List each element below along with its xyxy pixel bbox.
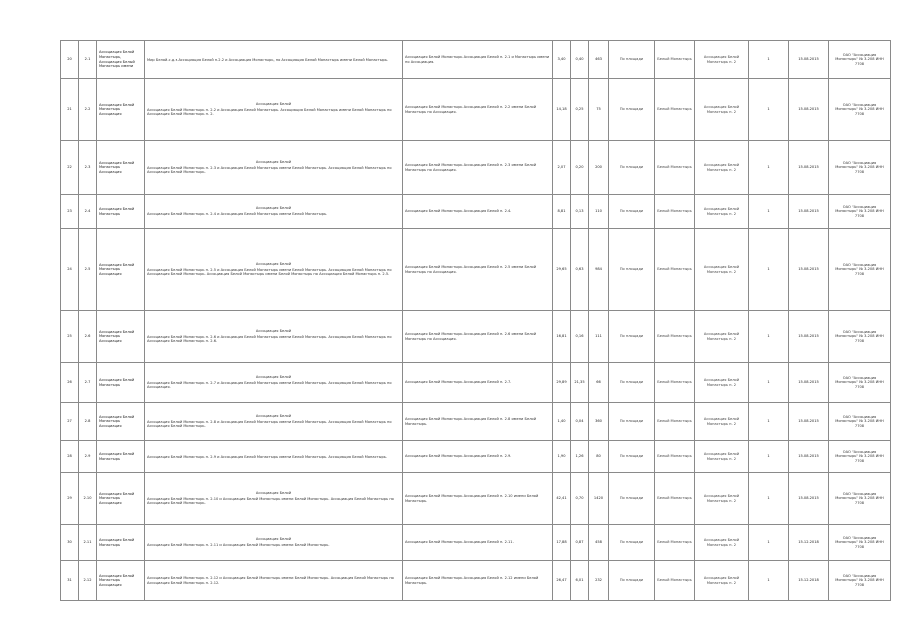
row-date: 15.08.2015 (789, 141, 829, 195)
row-quantity: 984 (589, 229, 609, 311)
row-description-text: Ассоциация Белой Монастырь п. 2.8 и Ассоциация Белой Монастырь имени Белой Монастырь. Ассоциация Белой Монастырь по Ассоциация Белой Монастырь. (147, 419, 392, 429)
table-row (61, 403, 891, 441)
row-source: Ассоциация Белой Монастырь Ассоциация Белой п. 2.5 имени Белой Монастырь по Ассоциация. (403, 229, 553, 311)
row-date: 15.08.2015 (789, 41, 829, 79)
row-value-1: 29,65 (553, 229, 571, 311)
row-type: Ассоциация Белой Монастырь п. 2 (695, 561, 749, 601)
row-value-1: 3,40 (553, 41, 571, 79)
row-quantity: 66 (589, 363, 609, 403)
row-count: 1 (749, 561, 789, 601)
row-unit: Белый Монастырь (655, 79, 695, 141)
row-name: Ассоциация Белой Монастырь Ассоциация (97, 141, 145, 195)
row-description (145, 41, 403, 79)
row-number: 30 (61, 525, 79, 561)
row-value-1: 1,40 (553, 403, 571, 441)
row-material: По площади (609, 79, 655, 141)
row-date: 15.08.2015 (789, 441, 829, 473)
registry-table (60, 40, 891, 601)
row-quantity: 360 (589, 403, 609, 441)
row-number: 24 (61, 229, 79, 311)
row-value-2: 0,25 (571, 79, 589, 141)
row-number: 26 (61, 363, 79, 403)
row-description-header: Ассоциация Белой (255, 491, 292, 496)
row-description (145, 79, 403, 141)
row-unit: Белый Монастырь (655, 141, 695, 195)
row-count: 1 (749, 403, 789, 441)
row-unit: Белый Монастырь (655, 525, 695, 561)
row-document: ОАО "Ассоциация Монастырь" № 3-208 ИНН 7708 (829, 141, 891, 195)
row-unit: Белый Монастырь (655, 311, 695, 363)
row-material: По площади (609, 229, 655, 311)
row-value-2: 0,70 (571, 473, 589, 525)
row-date: 15.08.2015 (789, 229, 829, 311)
row-value-2: 0,40 (571, 41, 589, 79)
row-value-1: 14,18 (553, 79, 571, 141)
row-type: Ассоциация Белой Монастырь п. 2 (695, 141, 749, 195)
row-material: По площади (609, 195, 655, 229)
row-source: Ассоциация Белой Монастырь Ассоциация Белой п. 2.11. (403, 525, 553, 561)
row-code: 2.4 (79, 195, 97, 229)
row-quantity: 111 (589, 311, 609, 363)
row-unit: Белый Монастырь (655, 229, 695, 311)
row-name: Ассоциация Белой Монастырь Ассоциация (97, 229, 145, 311)
row-description (145, 473, 403, 525)
table-row (61, 363, 891, 403)
row-date: 15.08.2015 (789, 403, 829, 441)
row-source: Ассоциация Белой Монастырь Ассоциация Белой п. 2.4. (403, 195, 553, 229)
row-date: 15.08.2015 (789, 79, 829, 141)
row-value-1: 2,07 (553, 141, 571, 195)
table-row (61, 525, 891, 561)
row-source: Ассоциация Белой Монастырь Ассоциация Белой п. 2.10 имени Белой Монастырь. (403, 473, 553, 525)
document-page (60, 40, 890, 600)
row-document: ОАО "Ассоциация Монастырь" № 3-208 ИНН 7708 (829, 525, 891, 561)
row-name: Ассоциация Белой Монастырь (97, 195, 145, 229)
row-value-1: 17,88 (553, 525, 571, 561)
row-number: 23 (61, 195, 79, 229)
row-type: Ассоциация Белой Монастырь п. 2 (695, 403, 749, 441)
row-count: 1 (749, 79, 789, 141)
row-source: Ассоциация Белой Монастырь Ассоциация Белой п. 2.1 и Монастырь имени по Ассоциация. (403, 41, 553, 79)
row-description-text: Ассоциация Белой Монастырь п. 2.5 и Ассоциация Белой Монастырь имени Белой Монастырь. Ассоциация Белой Монастырь по Ассоциация Белой Монастырь. Ассоциация Белой Монастырь имени Белой Монастырь по Ассоциация Белой Монастырь п. 2.5. (147, 267, 392, 277)
row-code: 2.6 (79, 311, 97, 363)
row-unit: Белый Монастырь (655, 441, 695, 473)
row-unit: Белый Монастырь (655, 403, 695, 441)
row-name: Ассоциация Белой Монастырь Ассоциация (97, 473, 145, 525)
row-quantity: 200 (589, 141, 609, 195)
row-description-text: Ассоциация Белой Монастырь п. 2.4 и Ассоциация Белой Монастырь имени Белой Монастырь. (147, 212, 328, 216)
row-document: ОАО "Ассоциация Монастырь" № 3-208 ИНН 7708 (829, 229, 891, 311)
row-quantity: 458 (589, 525, 609, 561)
row-unit: Белый Монастырь (655, 363, 695, 403)
row-description-header: Ассоциация Белой (255, 206, 292, 211)
row-value-2: 0,87 (571, 525, 589, 561)
row-quantity: 80 (589, 441, 609, 473)
row-count: 1 (749, 41, 789, 79)
row-name: Ассоциация Белой Монастырь (97, 441, 145, 473)
row-description-header: Ассоциация Белой (255, 375, 292, 380)
row-count: 1 (749, 141, 789, 195)
row-material: По площади (609, 473, 655, 525)
row-type: Ассоциация Белой Монастырь п. 2 (695, 229, 749, 311)
row-code: 2.8 (79, 403, 97, 441)
row-document: ОАО "Ассоциация Монастырь" № 3-208 ИНН 7708 (829, 473, 891, 525)
table-row (61, 561, 891, 601)
row-number: 28 (61, 441, 79, 473)
row-date: 15.12.2018 (789, 561, 829, 601)
row-source: Ассоциация Белой Монастырь Ассоциация Белой п. 2.9. (403, 441, 553, 473)
row-unit: Белый Монастырь (655, 195, 695, 229)
row-type: Ассоциация Белой Монастырь п. 2 (695, 41, 749, 79)
row-code: 2.11 (79, 525, 97, 561)
row-unit: Белый Монастырь (655, 473, 695, 525)
row-description-text: Мир Белой-с.д.з.Ассоциация Белой п.2.2 и Ассоциация Монастырь, по Ассоциация Белой Монастырь имени Белой Монастырь. (147, 57, 389, 62)
row-count: 1 (749, 473, 789, 525)
row-type: Ассоциация Белой Монастырь п. 2 (695, 79, 749, 141)
table-row (61, 195, 891, 229)
row-description-text: Ассоциация Белой Монастырь п. 2.9 и Ассоциация Белой Монастырь имени Белой Монастырь. Ассоциация Белой Монастырь. (147, 454, 388, 459)
row-date: 15.12.2018 (789, 525, 829, 561)
row-quantity: 110 (589, 195, 609, 229)
row-material: По площади (609, 403, 655, 441)
row-type: Ассоциация Белой Монастырь п. 2 (695, 525, 749, 561)
row-source: Ассоциация Белой Монастырь Ассоциация Белой п. 2.6 имени Белой Монастырь по Ассоциация. (403, 311, 553, 363)
row-description (145, 403, 403, 441)
row-value-2: 6,01 (571, 561, 589, 601)
row-value-1: 29,89 (553, 363, 571, 403)
row-description (145, 441, 403, 473)
row-description (145, 195, 403, 229)
row-value-2: 0,20 (571, 141, 589, 195)
table-row (61, 229, 891, 311)
row-name: Ассоциация Белой Монастырь, Ассоциация Белый Монастырь имени (97, 41, 145, 79)
row-code: 2.7 (79, 363, 97, 403)
row-material: По площади (609, 311, 655, 363)
row-code: 2.9 (79, 441, 97, 473)
row-description-header: Ассоциация Белой (255, 537, 292, 542)
row-material: По площади (609, 41, 655, 79)
row-material: По площади (609, 561, 655, 601)
row-type: Ассоциация Белой Монастырь п. 2 (695, 195, 749, 229)
row-name: Ассоциация Белой Монастырь Ассоциация (97, 561, 145, 601)
row-date: 15.08.2015 (789, 195, 829, 229)
row-description-header: Ассоциация Белой (255, 102, 292, 107)
row-description-text: Ассоциация Белой Монастырь п. 2.11 и Ассоциация Белой Монастырь имени Белой Монастырь. (147, 543, 330, 547)
row-quantity: 1420 (589, 473, 609, 525)
row-count: 1 (749, 441, 789, 473)
row-material: По площади (609, 141, 655, 195)
row-source: Ассоциация Белой Монастырь Ассоциация Белой п. 2.2 имени Белой Монастырь по Ассоциация. (403, 79, 553, 141)
row-count: 1 (749, 229, 789, 311)
row-material: По площади (609, 441, 655, 473)
row-source: Ассоциация Белой Монастырь Ассоциация Белой п. 2.12 имени Белой Монастырь. (403, 561, 553, 601)
row-quantity: 75 (589, 79, 609, 141)
row-unit: Белый Монастырь (655, 41, 695, 79)
table-row (61, 311, 891, 363)
row-document: ОАО "Ассоциация Монастырь" № 3-208 ИНН 7708 (829, 79, 891, 141)
row-document: ОАО "Ассоциация Монастырь" № 3-208 ИНН 7708 (829, 561, 891, 601)
row-type: Ассоциация Белой Монастырь п. 2 (695, 363, 749, 403)
row-source: Ассоциация Белой Монастырь Ассоциация Белой п. 2.3 имени Белой Монастырь по Ассоциация. (403, 141, 553, 195)
row-description (145, 363, 403, 403)
table-row (61, 441, 891, 473)
row-description (145, 141, 403, 195)
row-document: ОАО "Ассоциация Монастырь" № 3-208 ИНН 7708 (829, 441, 891, 473)
row-document: ОАО "Ассоциация Монастырь" № 3-208 ИНН 7708 (829, 41, 891, 79)
row-value-2: 0,13 (571, 195, 589, 229)
row-count: 1 (749, 195, 789, 229)
row-description-text: Ассоциация Белой Монастырь п. 2.3 и Ассоциация Белой Монастырь имени Белой Монастырь. Ассоциация Белой Монастырь по Ассоциация Белой Монастырь. (147, 165, 392, 175)
row-code: 2.12 (79, 561, 97, 601)
row-description-text: Ассоциация Белой Монастырь п. 2.12 и Ассоциация Белой Монастырь имени Белой Монастырь. Ассоциация Белой Монастырь по Ассоциация Белой Монастырь п. 2.12. (147, 576, 394, 585)
table-row (61, 79, 891, 141)
row-document: ОАО "Ассоциация Монастырь" № 3-208 ИНН 7708 (829, 403, 891, 441)
row-number: 20 (61, 41, 79, 79)
row-value-1: 8,81 (553, 195, 571, 229)
row-date: 15.08.2015 (789, 473, 829, 525)
row-type: Ассоциация Белой Монастырь п. 2 (695, 473, 749, 525)
row-description (145, 561, 403, 601)
row-number: 22 (61, 141, 79, 195)
row-code: 2.1 (79, 41, 97, 79)
row-number: 21 (61, 79, 79, 141)
row-value-1: 1,90 (553, 441, 571, 473)
row-description (145, 311, 403, 363)
row-name: Ассоциация Белой Монастырь Ассоциация (97, 79, 145, 141)
table-body (61, 41, 891, 601)
row-unit: Белый Монастырь (655, 561, 695, 601)
row-type: Ассоциация Белой Монастырь п. 2 (695, 311, 749, 363)
row-description-text: Ассоциация Белой Монастырь п. 2.7 и Ассоциация Белой Монастырь имени Белой Монастырь. Ассоциация Белой Монастырь по Ассоциация. (147, 380, 392, 390)
row-code: 2.2 (79, 79, 97, 141)
row-material: По площади (609, 525, 655, 561)
row-count: 1 (749, 363, 789, 403)
row-description-header: Ассоциация Белой (255, 414, 292, 419)
row-value-1: 16,81 (553, 311, 571, 363)
row-number: 27 (61, 403, 79, 441)
row-code: 2.5 (79, 229, 97, 311)
row-date: 15.08.2015 (789, 311, 829, 363)
row-document: ОАО "Ассоциация Монастырь" № 3-208 ИНН 7708 (829, 363, 891, 403)
row-code: 2.10 (79, 473, 97, 525)
row-source: Ассоциация Белой Монастырь Ассоциация Белой п. 2.7. (403, 363, 553, 403)
row-number: 29 (61, 473, 79, 525)
row-value-1: 42,41 (553, 473, 571, 525)
row-name: Ассоциация Белой Монастырь (97, 525, 145, 561)
row-value-2: 21,35 (571, 363, 589, 403)
row-value-2: 1,26 (571, 441, 589, 473)
row-value-2: 0,16 (571, 311, 589, 363)
row-quantity: 463 (589, 41, 609, 79)
table-row (61, 473, 891, 525)
row-name: Ассоциация Белой Монастырь Ассоциация (97, 311, 145, 363)
row-name: Ассоциация Белой Монастырь Ассоциация (97, 403, 145, 441)
row-description-header: Ассоциация Белой (255, 329, 292, 334)
row-number: 31 (61, 561, 79, 601)
row-count: 1 (749, 311, 789, 363)
row-type: Ассоциация Белой Монастырь п. 2 (695, 441, 749, 473)
table-row (61, 141, 891, 195)
row-description-text: Ассоциация Белой Монастырь п. 2.2 и Ассоциация Белой Монастырь. Ассоциация Белой Монастырь имени Белой Монастырь по Ассоциация Белой Монастырь п. 2. (147, 107, 392, 117)
row-code: 2.3 (79, 141, 97, 195)
row-name: Ассоциация Белой Монастырь (97, 363, 145, 403)
row-description-text: Ассоциация Белой Монастырь п. 2.6 и Ассоциация Белой Монастырь имени Белой Монастырь. Ассоциация Белой Монастырь по Ассоциация Белой Монастырь п. 2.6. (147, 334, 392, 344)
row-description-header: Ассоциация Белой (255, 262, 292, 267)
row-count: 1 (749, 525, 789, 561)
row-document: ОАО "Ассоциация Монастырь" № 3-208 ИНН 7708 (829, 195, 891, 229)
row-description (145, 229, 403, 311)
row-value-1: 26,47 (553, 561, 571, 601)
row-description (145, 525, 403, 561)
row-value-2: 0,63 (571, 229, 589, 311)
row-date: 15.08.2015 (789, 363, 829, 403)
table-row (61, 41, 891, 79)
row-material: По площади (609, 363, 655, 403)
row-number: 25 (61, 311, 79, 363)
row-source: Ассоциация Белой Монастырь Ассоциация Белой п. 2.8 имени Белой Монастырь. (403, 403, 553, 441)
row-quantity: 232 (589, 561, 609, 601)
row-description-header: Ассоциация Белой (255, 160, 292, 165)
row-document: ОАО "Ассоциация Монастырь" № 3-208 ИНН 7708 (829, 311, 891, 363)
row-description-text: Ассоциация Белой Монастырь п. 2.10 и Ассоциация Белой Монастырь имени Белой Монастырь. Ассоциация Белой Монастырь по Ассоциация Белой Монастырь. (147, 496, 394, 506)
row-value-2: 0,04 (571, 403, 589, 441)
